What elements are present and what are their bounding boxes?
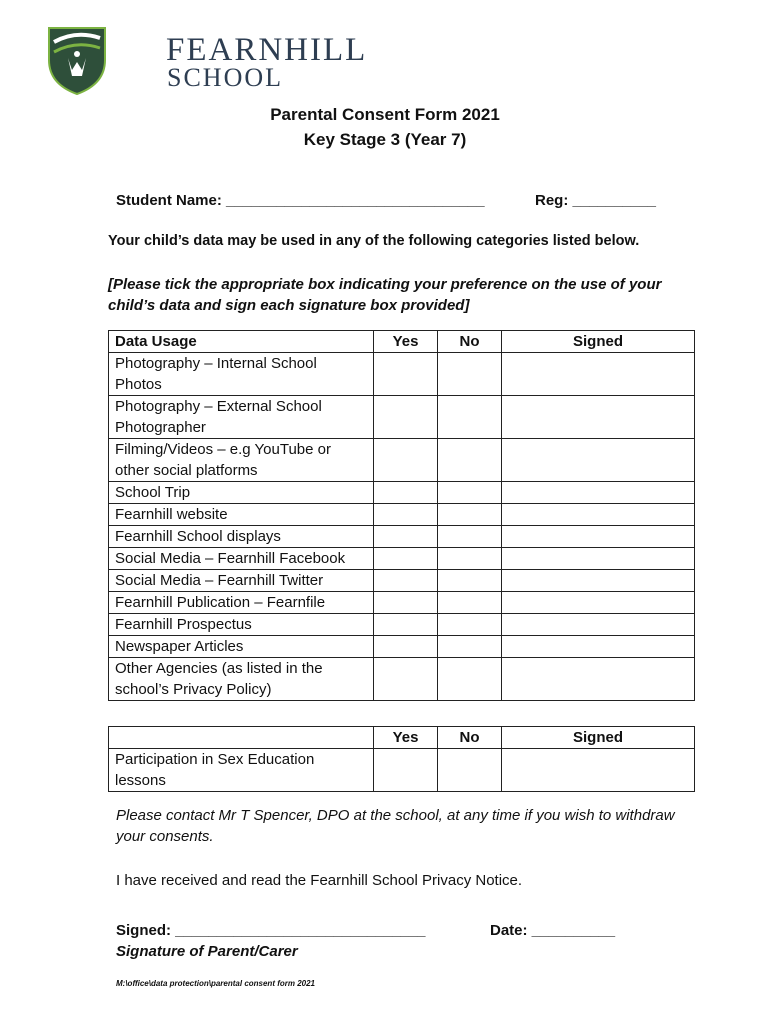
- header-signed: Signed: [502, 331, 695, 353]
- received-text: I have received and read the Fearnhill School Privacy Notice.: [116, 872, 523, 889]
- yes-box[interactable]: [374, 592, 438, 614]
- no-box[interactable]: [438, 658, 502, 701]
- usage-label: Fearnhill Prospectus: [109, 614, 374, 636]
- logo-school: SCHOOL: [167, 63, 284, 92]
- yes-box[interactable]: [374, 548, 438, 570]
- yes-box[interactable]: [374, 504, 438, 526]
- table-row: [109, 548, 695, 570]
- header-no: No: [438, 727, 502, 749]
- yes-box[interactable]: [374, 439, 438, 482]
- intro-text: Your child’s data may be used in any of the following categories listed below.: [108, 233, 640, 249]
- usage-label: School Trip: [109, 482, 374, 504]
- no-box[interactable]: [438, 636, 502, 658]
- table-row: [109, 570, 695, 592]
- signed-box[interactable]: [502, 504, 695, 526]
- reg-field[interactable]: Reg: __________: [535, 192, 656, 209]
- no-box[interactable]: [438, 396, 502, 439]
- footer-path: M:\office\data protection\parental consent form 2021: [116, 979, 316, 988]
- table-header-row: [109, 727, 695, 749]
- table-row: [109, 749, 695, 792]
- form-title: Parental Consent Form 2021: [270, 105, 500, 124]
- signed-box[interactable]: [502, 439, 695, 482]
- signed-box[interactable]: [502, 614, 695, 636]
- signed-box[interactable]: [502, 482, 695, 504]
- header-yes: Yes: [374, 727, 438, 749]
- table-row: [109, 658, 695, 701]
- student-name-field[interactable]: Student Name: _______________________________: [116, 192, 485, 209]
- usage-label: Photography – External School Photographer: [109, 396, 374, 439]
- no-box[interactable]: [438, 526, 502, 548]
- header-yes: Yes: [374, 331, 438, 353]
- signature-caption: Signature of Parent/Carer: [116, 943, 298, 960]
- header-no: No: [438, 331, 502, 353]
- table-header-row: [109, 331, 695, 353]
- signed-box[interactable]: [502, 570, 695, 592]
- table-row: [109, 636, 695, 658]
- school-logo: [46, 24, 368, 98]
- signed-box[interactable]: [502, 749, 695, 792]
- yes-box[interactable]: [374, 658, 438, 701]
- form-subtitle: Key Stage 3 (Year 7): [303, 130, 467, 149]
- signed-box[interactable]: [502, 548, 695, 570]
- header-blank: [109, 727, 374, 749]
- contact-text: Please contact Mr T Spencer, DPO at the school, at any time if you wish to withdraw your consents.: [116, 807, 675, 845]
- table-row: [109, 439, 695, 482]
- yes-box[interactable]: [374, 614, 438, 636]
- no-box[interactable]: [438, 353, 502, 396]
- table-row: [109, 526, 695, 548]
- usage-label: Fearnhill Publication – Fearnfile: [109, 592, 374, 614]
- table-row: [109, 482, 695, 504]
- usage-label: Social Media – Fearnhill Facebook: [109, 548, 374, 570]
- yes-box[interactable]: [374, 396, 438, 439]
- signed-field[interactable]: Signed: ______________________________: [116, 922, 426, 939]
- yes-box[interactable]: [374, 353, 438, 396]
- yes-box[interactable]: [374, 570, 438, 592]
- no-box[interactable]: [438, 592, 502, 614]
- no-box[interactable]: [438, 504, 502, 526]
- usage-label: Fearnhill School displays: [109, 526, 374, 548]
- no-box[interactable]: [438, 548, 502, 570]
- sex-education-table: [108, 726, 695, 792]
- logo-name: FEARNHILL: [166, 32, 368, 68]
- no-box[interactable]: [438, 482, 502, 504]
- instructions-text: [Please tick the appropriate box indicating your preference on the use of your child’s data and sign each signature box provided]: [108, 276, 662, 314]
- yes-box[interactable]: [374, 636, 438, 658]
- usage-label: Photography – Internal School Photos: [109, 353, 374, 396]
- no-box[interactable]: [438, 439, 502, 482]
- signed-box[interactable]: [502, 636, 695, 658]
- signed-box[interactable]: [502, 353, 695, 396]
- usage-label: Participation in Sex Education lessons: [109, 749, 374, 792]
- usage-label: Fearnhill website: [109, 504, 374, 526]
- signed-box[interactable]: [502, 526, 695, 548]
- usage-label: Newspaper Articles: [109, 636, 374, 658]
- usage-label: Filming/Videos – e.g YouTube or other social platforms: [109, 439, 374, 482]
- shield-icon: [46, 24, 108, 96]
- no-box[interactable]: [438, 570, 502, 592]
- table-row: [109, 353, 695, 396]
- yes-box[interactable]: [374, 482, 438, 504]
- no-box[interactable]: [438, 749, 502, 792]
- table-row: [109, 504, 695, 526]
- header-signed: Signed: [502, 727, 695, 749]
- table-row: [109, 614, 695, 636]
- yes-box[interactable]: [374, 526, 438, 548]
- table-row: [109, 592, 695, 614]
- header-data-usage: Data Usage: [109, 331, 374, 353]
- date-field[interactable]: Date: __________: [490, 922, 616, 939]
- signed-box[interactable]: [502, 396, 695, 439]
- no-box[interactable]: [438, 614, 502, 636]
- usage-label: Social Media – Fearnhill Twitter: [109, 570, 374, 592]
- table-row: [109, 396, 695, 439]
- data-usage-table: [108, 330, 695, 701]
- yes-box[interactable]: [374, 749, 438, 792]
- signed-box[interactable]: [502, 658, 695, 701]
- usage-label: Other Agencies (as listed in the school’s Privacy Policy): [109, 658, 374, 701]
- signed-box[interactable]: [502, 592, 695, 614]
